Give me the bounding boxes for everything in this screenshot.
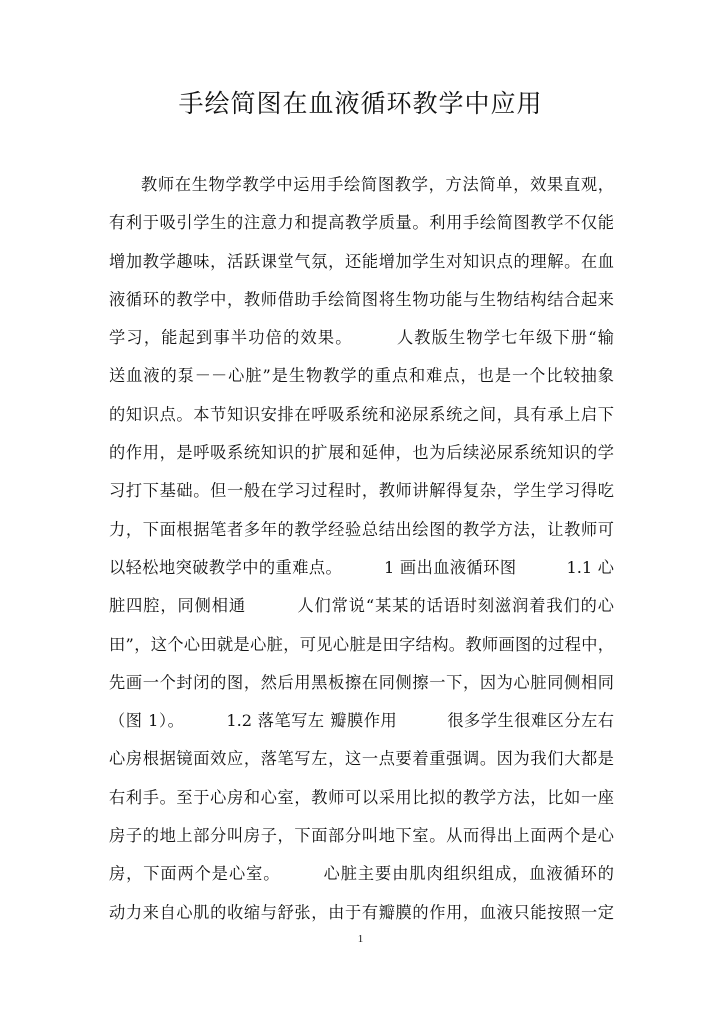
text-line: 习打下基础。但一般在学习过程时，教师讲解得复杂，学生学习得吃 — [109, 481, 614, 501]
text-line: 心房根据镜面效应，落笔写左，这一点要着重强调。因为我们大都是 — [109, 749, 614, 769]
text-line: 力，下面根据笔者多年的教学经验总结出绘图的教学方法，让教师可 — [109, 519, 614, 539]
text-line: 增加教学趣味，活跃课堂气氛，还能增加学生对知识点的理解。在血 — [109, 251, 614, 271]
text-line: 以轻松地突破教学中的重难点。 1 画出血液循环图 1.1 心 — [109, 557, 614, 577]
text-line: 房子的地上部分叫房子，下面部分叫地下室。从而得出上面两个是心 — [109, 826, 614, 846]
text-line: 学习，能起到事半功倍的效果。 人教版生物学七年级下册“输 — [109, 328, 614, 348]
text-line: 田”，这个心田就是心脏，可见心脏是田字结构。教师画图的过程中， — [109, 634, 614, 654]
document-title: 手绘简图在血液循环教学中应用 — [178, 89, 543, 118]
page-number: 1 — [357, 933, 364, 945]
text-line: 先画一个封闭的图，然后用黑板擦在同侧擦一下，因为心脏同侧相同 — [109, 672, 614, 692]
body-paragraph — [109, 166, 614, 932]
text-line: 的知识点。本节知识安排在呼吸系统和泌尿系统之间，具有承上启下 — [109, 404, 614, 424]
text-line: （图 1）。 1.2 落笔写左 瓣膜作用 很多学生很难区分左右 — [109, 711, 614, 731]
text-line: 有利于吸引学生的注意力和提高教学质量。利用手绘简图教学不仅能 — [109, 213, 614, 233]
text-line: 右利手。至于心房和心室，教师可以采用比拟的教学方法，比如一座 — [109, 787, 614, 807]
text-line: 房，下面两个是心室。 心脏主要由肌肉组织组成，血液循环的 — [109, 864, 614, 884]
text-line: 动力来自心肌的收缩与舒张，由于有瓣膜的作用，血液只能按照一定 — [109, 902, 614, 922]
text-line: 教师在生物学教学中运用手绘简图教学，方法简单，效果直观， — [141, 175, 614, 194]
text-line: 液循环的教学中，教师借助手绘简图将生物功能与生物结构结合起来 — [109, 289, 614, 309]
text-line: 脏四腔，同侧相通 人们常说“某某的话语时刻滋润着我们的心 — [109, 596, 614, 616]
text-line: 送血液的泵－－心脏”是生物教学的重点和难点，也是一个比较抽象 — [109, 366, 614, 386]
text-line: 的作用，是呼吸系统知识的扩展和延伸，也为后续泌尿系统知识的学 — [109, 443, 614, 463]
